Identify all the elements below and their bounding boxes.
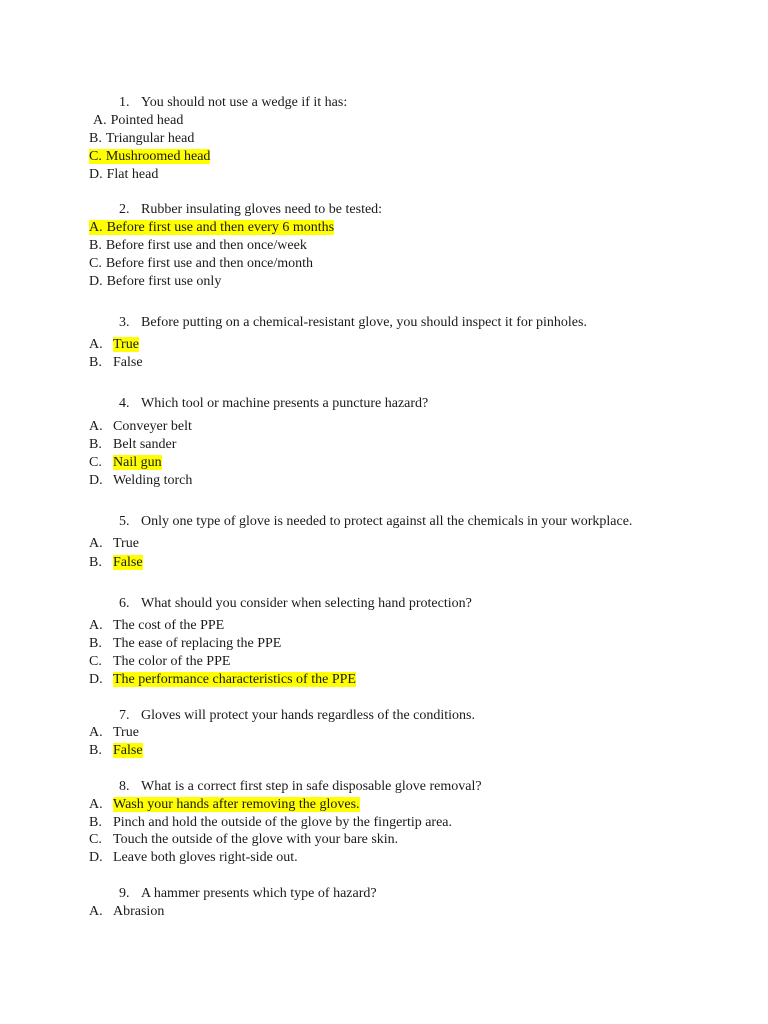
answer-highlight [89, 149, 210, 164]
question-6 [119, 595, 472, 613]
option-7a [89, 724, 139, 742]
option-letter: B. [89, 555, 102, 570]
option-text: True [113, 337, 139, 352]
option-7b [89, 742, 143, 760]
option-letter: B. [89, 743, 102, 758]
option-text: False [113, 555, 143, 570]
option-1a [93, 112, 183, 130]
option-text: Before first use and then once/week [105, 238, 307, 253]
option-4d [89, 472, 192, 490]
option-text: Conveyer belt [113, 419, 192, 434]
option-text: Before first use and then every 6 months [106, 220, 335, 235]
option-letter: D. [89, 274, 103, 289]
option-text: True [113, 536, 139, 551]
question-number: 1. [119, 95, 130, 110]
option-8a [89, 796, 360, 814]
option-letter: B. [89, 131, 102, 146]
option-2b [89, 237, 307, 255]
option-letter: C. [89, 832, 102, 847]
question-1 [119, 94, 347, 112]
question-text: Before putting on a chemical-resistant glove, you should inspect it for pinholes. [141, 315, 587, 330]
option-9a [89, 903, 164, 921]
option-letter: A. [93, 113, 107, 128]
option-text: Before first use only [106, 274, 222, 289]
option-letter: B. [89, 815, 102, 830]
option-letter: D. [89, 167, 103, 182]
option-letter: B. [89, 437, 102, 452]
option-1b [89, 130, 194, 148]
option-letter: C. [89, 256, 102, 271]
option-text: Nail gun [113, 455, 162, 470]
question-text: You should not use a wedge if it has: [141, 95, 348, 110]
option-6a [89, 617, 224, 635]
option-letter: D. [89, 672, 103, 687]
option-letter: B. [89, 355, 102, 370]
question-number: 4. [119, 396, 130, 411]
question-9 [119, 885, 377, 903]
question-number: 3. [119, 315, 130, 330]
option-3b [89, 354, 143, 372]
option-text: Abrasion [113, 904, 165, 919]
option-8c [89, 831, 398, 849]
question-4 [119, 395, 428, 413]
option-letter: A. [89, 725, 103, 740]
option-letter: A. [89, 797, 103, 812]
option-text: False [113, 743, 143, 758]
option-letter: B. [89, 238, 102, 253]
question-number: 6. [119, 596, 130, 611]
option-4a [89, 418, 192, 436]
option-text: The ease of replacing the PPE [113, 636, 282, 651]
option-5a [89, 535, 139, 553]
option-letter: D. [89, 850, 103, 865]
option-2a [89, 219, 334, 237]
option-1c [89, 148, 210, 166]
option-4b [89, 436, 176, 454]
option-text: Pointed head [110, 113, 184, 128]
option-text: Wash your hands after removing the gloves. [113, 797, 360, 812]
answer-highlight [89, 220, 334, 235]
option-6b [89, 635, 281, 653]
option-letter: A. [89, 419, 103, 434]
option-text: Welding torch [113, 473, 193, 488]
option-3a [89, 336, 139, 354]
option-text: Leave both gloves right-side out. [113, 850, 298, 865]
question-5 [119, 513, 632, 531]
option-text: The performance characteristics of the PPE [113, 672, 356, 687]
question-text: Which tool or machine presents a puncture hazard? [141, 396, 429, 411]
question-text: What is a correct first step in safe disposable glove removal? [141, 779, 482, 794]
option-letter: A. [89, 220, 103, 235]
option-letter: A. [89, 337, 103, 352]
option-text: Triangular head [105, 131, 195, 146]
option-letter: C. [89, 654, 102, 669]
question-text: Only one type of glove is needed to protect against all the chemicals in your workplace. [141, 514, 633, 529]
option-text: Flat head [106, 167, 159, 182]
question-2 [119, 201, 382, 219]
question-text: A hammer presents which type of hazard? [141, 886, 377, 901]
option-4c [89, 454, 162, 472]
question-number: 9. [119, 886, 130, 901]
option-2d [89, 273, 221, 291]
question-7 [119, 707, 475, 725]
option-text: The cost of the PPE [113, 618, 225, 633]
option-letter: A. [89, 904, 103, 919]
question-3 [119, 314, 587, 332]
question-number: 7. [119, 708, 130, 723]
option-letter: A. [89, 536, 103, 551]
question-8 [119, 778, 482, 796]
option-letter: B. [89, 636, 102, 651]
question-number: 5. [119, 514, 130, 529]
option-text: The color of the PPE [113, 654, 231, 669]
option-letter: C. [89, 149, 102, 164]
question-text: What should you consider when selecting hand protection? [141, 596, 472, 611]
option-text: Pinch and hold the outside of the glove by the fingertip area. [113, 815, 453, 830]
question-text: Gloves will protect your hands regardless of the conditions. [141, 708, 475, 723]
option-letter: D. [89, 473, 103, 488]
question-text: Rubber insulating gloves need to be tested: [141, 202, 383, 217]
question-number: 8. [119, 779, 130, 794]
option-6c [89, 653, 230, 671]
option-text: Mushroomed head [105, 149, 211, 164]
option-text: Before first use and then once/month [105, 256, 314, 271]
option-text: False [113, 355, 143, 370]
option-8b [89, 814, 452, 832]
option-text: Belt sander [113, 437, 177, 452]
option-6d [89, 671, 356, 689]
option-5b [89, 554, 143, 572]
option-text: True [113, 725, 139, 740]
option-1d [89, 166, 158, 184]
option-2c [89, 255, 313, 273]
question-number: 2. [119, 202, 130, 217]
option-text: Touch the outside of the glove with your bare skin. [113, 832, 399, 847]
option-8d [89, 849, 298, 867]
option-letter: C. [89, 455, 102, 470]
option-letter: A. [89, 618, 103, 633]
